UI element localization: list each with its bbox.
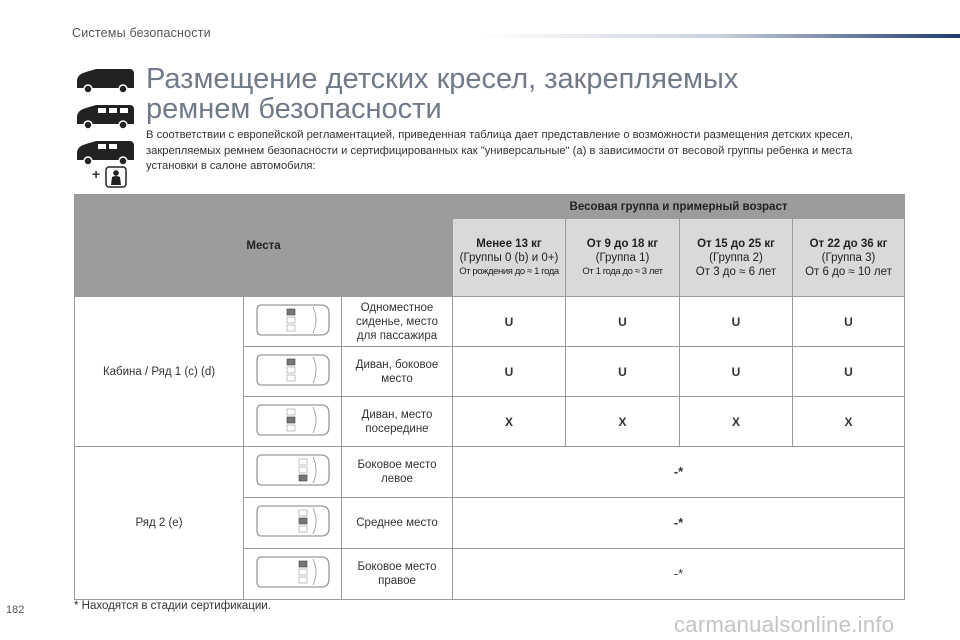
group-label: (Группы 0 (b) и 0+) [459,251,559,264]
seat-diagram-icon [244,498,342,549]
group-label: (Группа 2) [709,251,763,264]
value-cell: X [566,397,680,447]
value-cell: X [793,397,905,447]
page-number: 182 [6,604,25,616]
seats-header: Места [75,195,453,297]
child-seat-table [74,194,905,600]
group-label: (Группа 3) [821,251,876,264]
van-long-icon [74,138,136,166]
group-weight: От 9 до 18 кг [586,237,659,250]
value-cell: X [680,397,793,447]
seat-diagram-icon [244,297,342,347]
group-age: От 1 года до ≈ 3 лет [582,265,663,277]
group-weight: От 15 до 25 кг [697,237,775,250]
page-title [146,64,846,124]
seat-label: Диван, место посередине [342,397,453,447]
value-cell: U [453,347,566,397]
intro-paragraph: В соответствии с европейской регламентацией, приведенная таблица дает представление о возможности размещения детских кресел, закрепляемых ремнем безопасности и сертифицированных как "универсальные" (a) в зависимости от весовой группы ребенка и места установки в салоне автомобиля: [146,129,853,172]
cabin-row-label: Кабина / Ряд 1 (c) (d) [75,297,244,447]
seat-label: Боковое место правое [342,549,453,600]
value-cell: U [680,297,793,347]
group-0-header [453,219,566,297]
value-cell: U [566,297,680,347]
footnote: * Находятся в стадии сертификации. [74,600,271,612]
van-windows-icon [74,102,136,130]
seat-diagram-icon [244,347,342,397]
table-row [75,447,905,498]
row2-label: Ряд 2 (e) [75,447,244,600]
weight-group-header: Весовая группа и примерный возраст [453,195,905,219]
header-gradient-bar [480,32,960,40]
seat-diagram-icon [244,447,342,498]
watermark: carmanualsonline.info [674,612,895,637]
value-cell: X [453,397,566,447]
value-cell: -* [453,549,905,600]
group-label: (Группа 1) [595,251,650,264]
value-cell: U [793,347,905,397]
group-weight: Менее 13 кг [476,237,542,250]
value-cell: -* [453,498,905,549]
group-age: От рождения до ≈ 1 года [459,265,559,277]
value-cell: -* [453,447,905,498]
value-cell: U [793,297,905,347]
value-cell: U [566,347,680,397]
group-age: От 6 до ≈ 10 лет [805,265,892,278]
plus-sign: + [92,166,101,182]
section-header: Системы безопасности [72,26,211,40]
table-row [75,297,905,347]
van-short-icon [74,66,136,94]
seat-diagram-icon [244,397,342,447]
group-3-header [793,219,905,297]
title-line-2: ремнем безопасности [146,93,442,125]
value-cell: U [453,297,566,347]
group-2-header [680,219,793,297]
seat-diagram-icon [244,549,342,600]
plus-child-seat [92,166,127,188]
seat-label: Боковое место левое [342,447,453,498]
seat-label: Диван, боковое место [342,347,453,397]
seat-label: Одноместное сиденье, место для пассажира [342,297,453,347]
seat-label: Среднее место [342,498,453,549]
group-1-header [566,219,680,297]
group-age: От 3 до ≈ 6 лет [695,265,777,278]
child-seat-icon [105,166,127,188]
group-weight: От 22 до 36 кг [809,237,888,250]
value-cell: U [680,347,793,397]
title-line-1: Размещение детских кресел, закрепляемых [146,63,739,95]
